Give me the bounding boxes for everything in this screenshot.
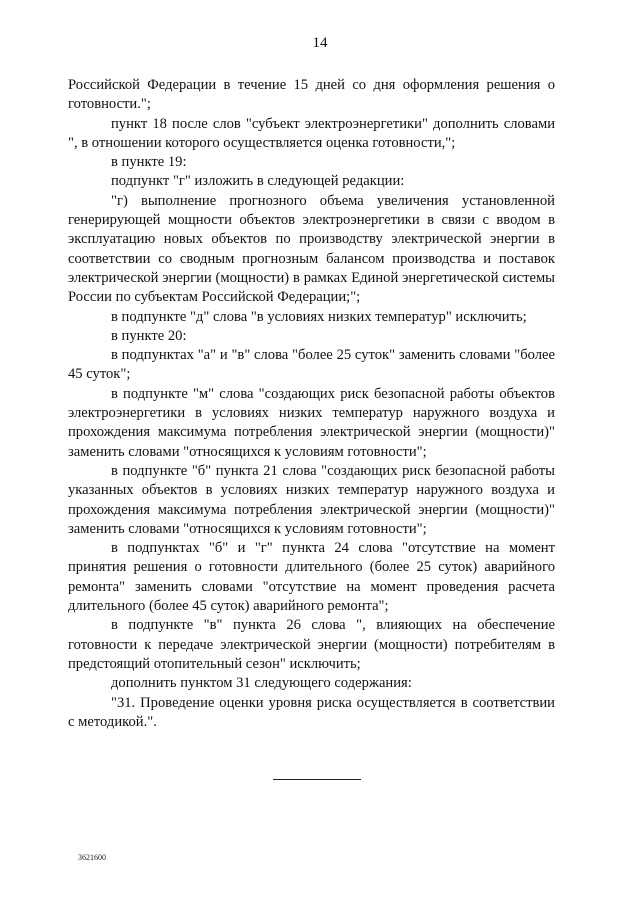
paragraph-2: пункт 18 после слов "субъект электроэнергетики" дополнить словами ", в отношении которого осуществляется оценка готовности,"; <box>68 115 555 151</box>
paragraph-11: в подпунктах "б" и "г" пункта 24 слова "отсутствие на момент принятия решения о готовности длительного (более 25 суток) аварийного ремонта" заменить словами "отсутствие на момент проведения расчета длительного (более 45 суток) аварийного ремонта"; <box>68 540 555 615</box>
paragraph-5: "г) выполнение прогнозного объема увеличения установленной генерирующей мощности объектов электроэнергетики в связи с вводом в эксплуатацию новых объектов по производству электрической энергии в соответствии со сводным прогнозным балансом производства и поставок электрической энергии (мощности) в рамках Единой энергетической системы России по субъектам Российской Федерации;"; <box>68 192 555 306</box>
paragraph-3: в пункте 19: <box>111 154 187 171</box>
document-body <box>68 76 555 732</box>
document-code: 3621600 <box>78 853 106 862</box>
page-number: 14 <box>312 35 328 51</box>
end-separator-line <box>273 779 361 780</box>
paragraph-8: в подпунктах "а" и "в" слова "более 25 суток" заменить словами "более 45 суток"; <box>68 347 555 383</box>
paragraph-9: в подпункте "м" слова "создающих риск безопасной работы объектов электроэнергетики в условиях низких температур наружного воздуха и прохождения максимума потребления электрической энергии (мощности)" заменить словами "относящихся к условиям готовности"; <box>68 385 555 460</box>
paragraph-7: в пункте 20: <box>111 327 187 344</box>
paragraph-1: Российской Федерации в течение 15 дней со дня оформления решения о готовности."; <box>68 77 555 113</box>
paragraph-6: в подпункте "д" слова "в условиях низких температур" исключить; <box>111 308 527 325</box>
paragraph-14: "31. Проведение оценки уровня риска осуществляется в соответствии с методикой.". <box>68 694 555 730</box>
paragraph-10: в подпункте "б" пункта 21 слова "создающих риск безопасной работы указанных объектов в условиях низких температур наружного воздуха и прохождения максимума потребления электрической энергии (мощности)" заменить словами "относящихся к условиям готовности"; <box>68 462 555 537</box>
paragraph-12: в подпункте "в" пункта 26 слова ", влияющих на обеспечение готовности к передаче электрической энергии (мощности) потребителям в предстоящий отопительный сезон" исключить; <box>68 617 555 672</box>
paragraph-13: дополнить пунктом 31 следующего содержания: <box>111 675 412 692</box>
paragraph-4: подпункт "г" изложить в следующей редакции: <box>111 173 405 190</box>
